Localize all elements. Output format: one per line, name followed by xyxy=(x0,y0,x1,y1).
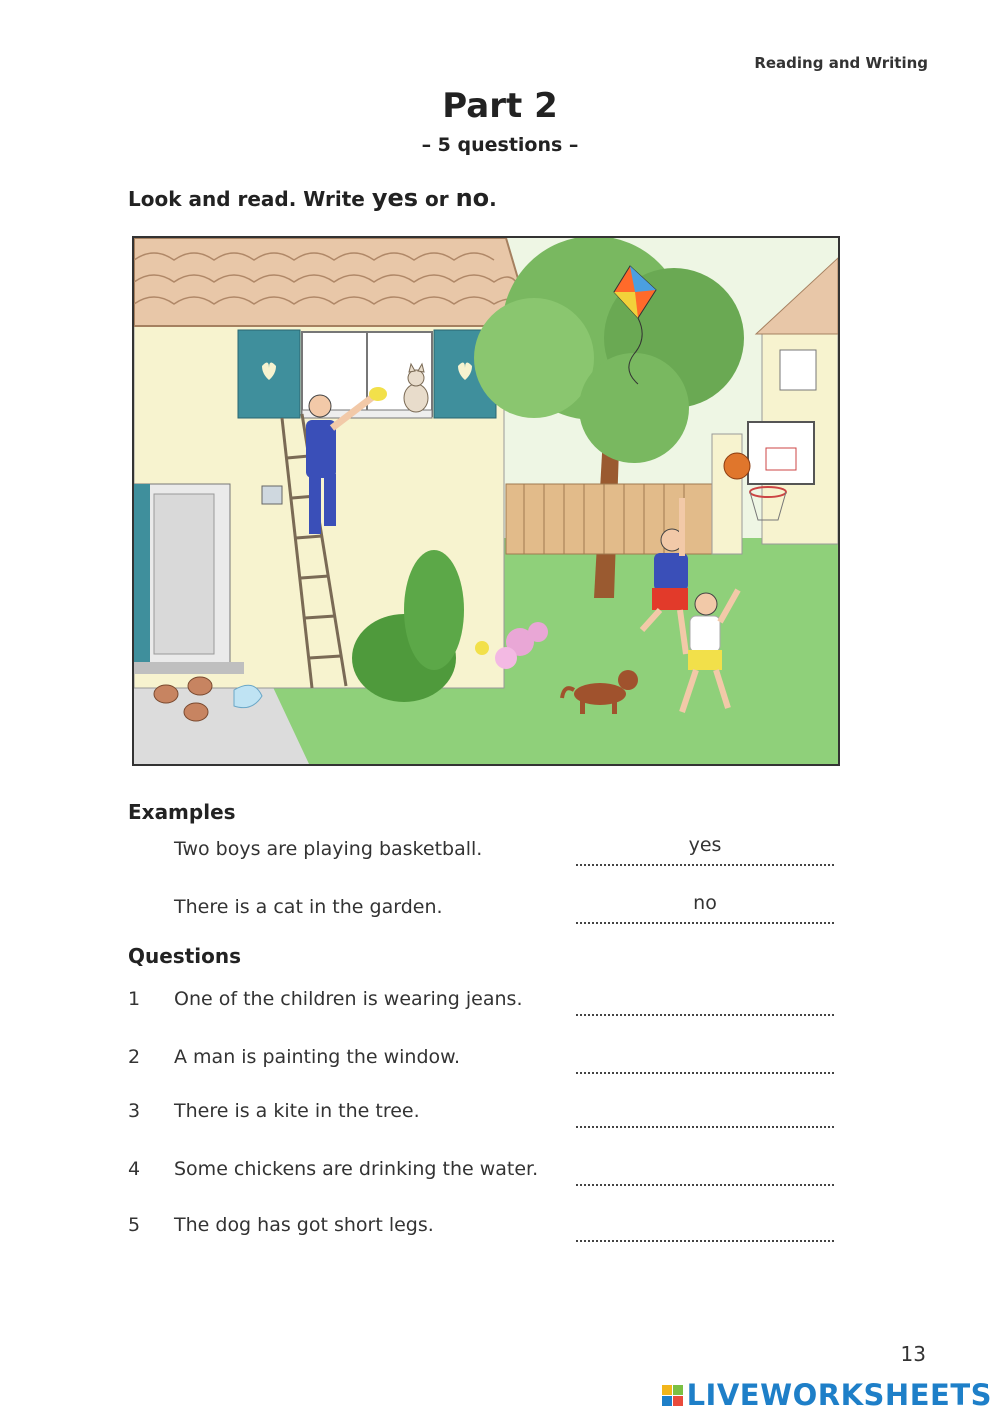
instruction xyxy=(128,184,497,212)
answer-5-field[interactable] xyxy=(576,1240,834,1242)
answer-2-field[interactable] xyxy=(576,1072,834,1074)
answer-1-field[interactable] xyxy=(576,1014,834,1016)
question-text: Some chickens are drinking the water. xyxy=(174,1158,539,1180)
example-answer-line xyxy=(576,864,834,866)
question-number: 4 xyxy=(128,1158,141,1180)
answer-3-field[interactable] xyxy=(576,1126,834,1128)
question-number: 5 xyxy=(128,1214,141,1236)
liveworksheets-badge-icon xyxy=(662,1385,683,1406)
example-row xyxy=(128,834,838,878)
basketball xyxy=(724,453,750,479)
question-text: There is a kite in the tree. xyxy=(174,1100,420,1122)
questions-heading: Questions xyxy=(128,944,242,968)
brand-name: LIVEWORKSHEETS xyxy=(686,1378,992,1412)
example-answer: yes xyxy=(688,834,722,856)
page-subtitle: – 5 questions – xyxy=(421,134,579,156)
question-row xyxy=(128,1214,838,1254)
liveworksheets-logo[interactable] xyxy=(662,1378,992,1412)
garden-scene-illustration xyxy=(132,236,840,766)
example-answer-line xyxy=(576,922,834,924)
question-text: A man is painting the window. xyxy=(174,1046,460,1068)
answer-4-field[interactable] xyxy=(576,1184,834,1186)
question-row xyxy=(128,988,838,1028)
instruction-end: . xyxy=(489,187,497,211)
question-text: The dog has got short legs. xyxy=(174,1214,434,1236)
section-label: Reading and Writing xyxy=(754,54,928,72)
instruction-no: no xyxy=(455,184,490,212)
example-text: Two boys are playing basketball. xyxy=(174,838,483,860)
instruction-or: or xyxy=(425,187,449,211)
question-number: 2 xyxy=(128,1046,141,1068)
instruction-lead: Look and read. Write xyxy=(128,187,365,211)
examples-heading: Examples xyxy=(128,800,236,824)
question-row xyxy=(128,1158,838,1198)
page-title: Part 2 xyxy=(442,86,558,126)
instruction-yes: yes xyxy=(371,184,419,212)
example-row xyxy=(128,892,838,936)
question-row xyxy=(128,1100,838,1140)
question-number: 3 xyxy=(128,1100,141,1122)
question-row xyxy=(128,1046,838,1086)
example-text: There is a cat in the garden. xyxy=(174,896,443,918)
question-number: 1 xyxy=(128,988,141,1010)
question-text: One of the children is wearing jeans. xyxy=(174,988,523,1010)
example-answer: no xyxy=(693,892,717,914)
page-number: 13 xyxy=(900,1342,926,1366)
